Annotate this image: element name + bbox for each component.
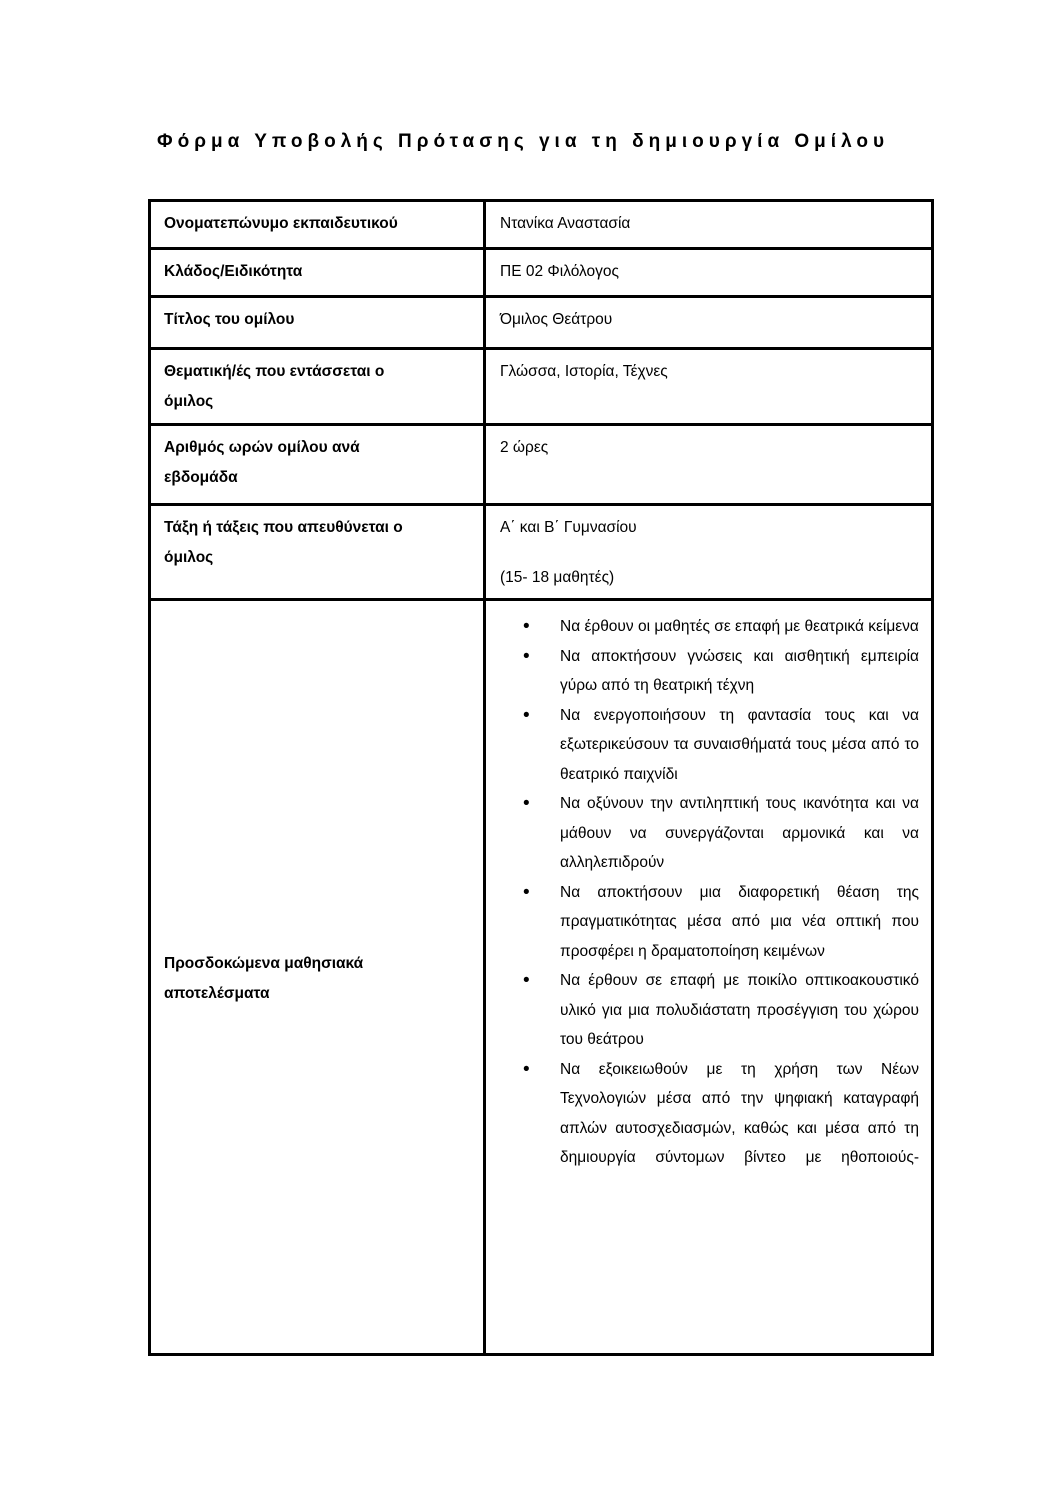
row-value-cell [485,425,933,505]
table-row-teacher-name [150,201,933,249]
form-title: Φόρμα Υποβολής Πρότασης για τη δημιουργία Ομίλου [157,131,890,152]
table-row-thematic [150,349,933,425]
learning-outcomes-list [486,612,919,1173]
row-label-cell [150,297,485,349]
row-label-cell [150,201,485,249]
row-label: Προσδοκώμενα μαθησιακά αποτελέσματα [164,955,364,1002]
row-value-cell [485,249,933,297]
list-item: • Να έρθουν οι μαθητές σε επαφή με θεατρικά κείμενα [486,612,919,642]
list-item: • Να ενεργοποιήσουν τη φαντασία τους και να εξωτερικεύσουν τα συναισθήματά τους μέσα από το θεατρικό παιχνίδι [486,701,919,790]
row-label: Κλάδος/Ειδικότητα [164,263,303,280]
row-value: Ντανίκα Αναστασία [500,215,631,232]
row-label: Αριθμός ωρών ομίλου ανά εβδομάδα [164,439,360,486]
row-value: 2 ώρες [500,439,549,456]
list-item: • Να αποκτήσουν γνώσεις και αισθητική εμπειρία γύρω από τη θεατρική τέχνη [486,642,919,701]
list-item: • Να αποκτήσουν μια διαφορετική θέαση της πραγματικότητας μέσα από μια νέα οπτική που προσφέρει η δραματοποίηση κειμένων [486,878,919,967]
list-item: • Να έρθουν σε επαφή με ποικίλο οπτικοακουστικό υλικό για μια πολυδιάστατη προσέγγιση του χώρου του θεάτρου [486,966,919,1055]
row-value: Όμιλος Θεάτρου [500,311,613,328]
row-label-cell [150,425,485,505]
row-value: Γλώσσα, Ιστορία, Τέχνες [500,363,668,380]
table-row-specialty [150,249,933,297]
row-value-line2: (15- 18 μαθητές) [500,568,615,586]
row-label: Τάξη ή τάξεις που απευθύνεται ο όμιλος [164,519,403,566]
table-row-grades [150,505,933,600]
row-value-cell [485,505,933,600]
proposal-form-table [148,199,934,1356]
row-value-cell [485,297,933,349]
row-label-cell [150,505,485,600]
row-value-cell [485,600,933,1355]
table-row-hours-per-week [150,425,933,505]
row-value: ΠΕ 02 Φιλόλογος [500,263,620,280]
table-row-learning-outcomes [150,600,933,1355]
row-value-cell [485,201,933,249]
list-item: • Να εξοικειωθούν με τη χρήση των Νέων Τεχνολογιών μέσα από την ψηφιακή καταγραφή απλών αυτοσχεδιασμών, καθώς και μέσα από τη δημιουργία σύντομων βίντεο με ηθοποιούς- [486,1055,919,1173]
row-label: Θεματική/ές που εντάσσεται ο όμιλος [164,363,385,410]
row-label-cell [150,249,485,297]
row-value-cell [485,349,933,425]
row-value-line1: Α΄ και Β΄ Γυμνασίου [500,519,637,536]
row-label-cell [150,600,485,1355]
row-label-cell [150,349,485,425]
row-label: Τίτλος του ομίλου [164,311,295,328]
row-label: Ονοματεπώνυμο εκπαιδευτικού [164,215,398,232]
table-row-club-title [150,297,933,349]
list-item: • Να οξύνουν την αντιληπτική τους ικανότητα και να μάθουν να συνεργάζονται αρμονικά και να αλληλεπιδρούν [486,789,919,878]
